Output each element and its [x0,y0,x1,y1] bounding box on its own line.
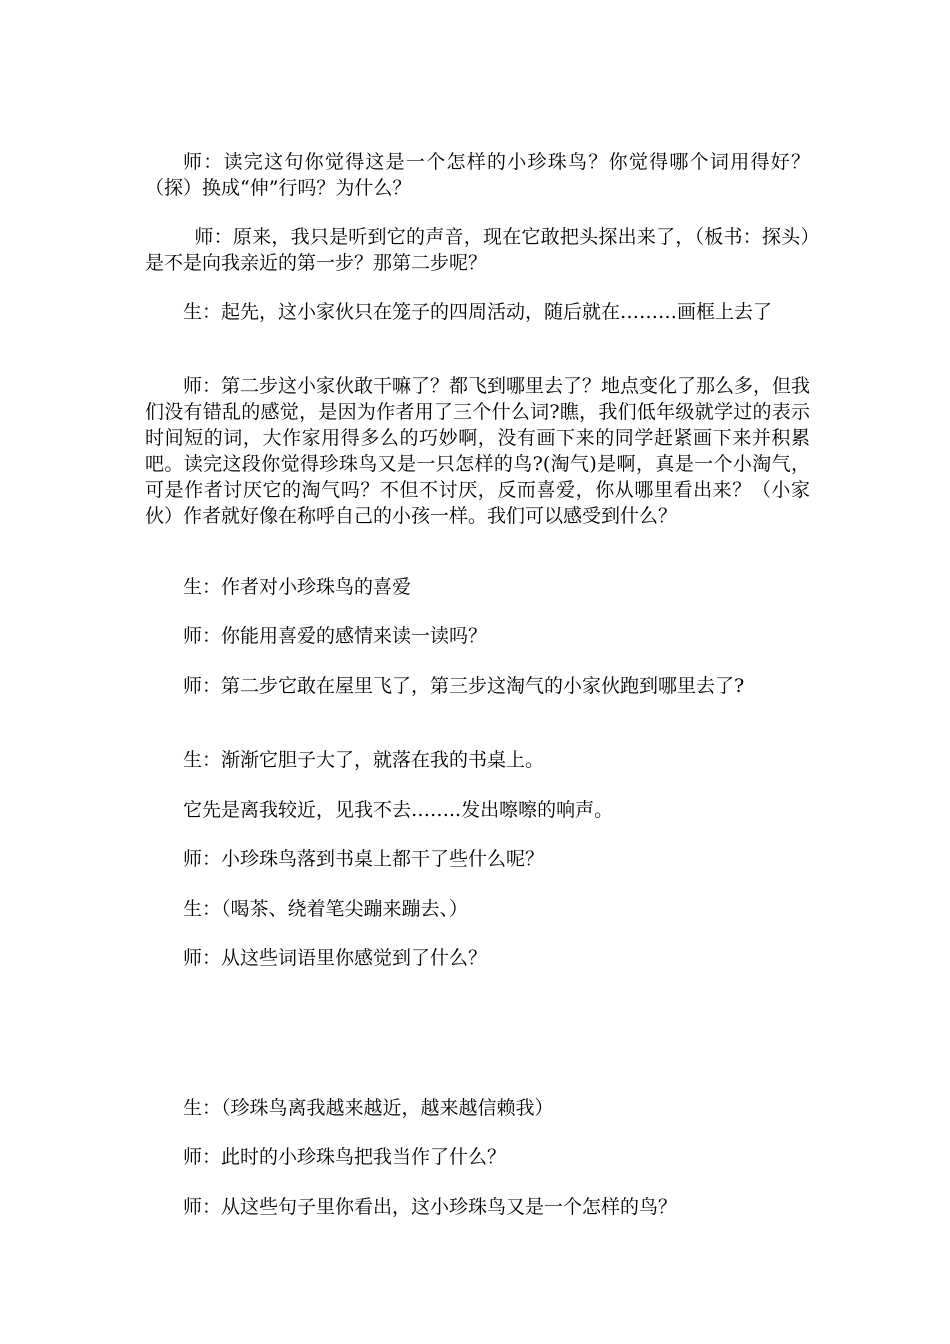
paragraph-3: 生：起先，这小家伙只在笼子的四周活动，随后就在………画框上去了 [183,301,773,323]
paragraph-14: 师：此时的小珍珠鸟把我当作了什么？ [183,1146,507,1168]
paragraph-6: 师：你能用喜爱的感情来读一读吗？ [183,625,488,647]
paragraph-15: 师：从这些句子里你看出，这小珍珠鸟又是一个怎样的鸟？ [183,1196,678,1218]
paragraph-2: 师：原来，我只是听到它的声音，现在它敢把头探出来了，（板书：探头）是不是向我亲近的第一步？那第二步呢？ [145,226,810,274]
paragraph-11: 生：（喝茶、绕着笔尖蹦来蹦去、） [183,898,469,920]
paragraph-12: 师：从这些词语里你感觉到了什么？ [183,947,488,969]
paragraph-10: 师：小珍珠鸟落到书桌上都干了些什么呢？ [183,848,545,870]
paragraph-1: 师：读完这句你觉得这是一个怎样的小珍珠鸟？你觉得哪个词用得好？（探）换成“伸”行吗？为什么？ [145,151,810,199]
paragraph-7: 师：第二步它敢在屋里飞了，第三步这淘气的小家伙跑到哪里去了? [183,675,745,697]
paragraph-5: 生：作者对小珍珠鸟的喜爱 [183,576,412,598]
paragraph-4: 师：第二步这小家伙敢干嘛了？都飞到哪里去了？地点变化了那么多，但我们没有错乱的感觉，是因为作者用了三个什么词?瞧，我们低年级就学过的表示时间短的词，大作家用得多么的巧妙啊，没有画下来的同学赶紧画下来并积累吧。读完这段你觉得珍珠鸟又是一只怎样的鸟?(淘气)是啊，真是一个小淘气，可是作者讨厌它的淘气吗？不但不讨厌，反而喜爱，你从哪里看出来？（小家伙）作者就好像在称呼自己的小孩一样。我们可以感受到什么？ [145,375,811,527]
paragraph-8: 生：渐渐它胆子大了，就落在我的书桌上。 [183,749,545,771]
paragraph-13: 生：（珍珠鸟离我越来越近，越来越信赖我） [183,1097,554,1119]
paragraph-9: 它先是离我较近，见我不去……..发出嚓嚓的响声。 [183,799,614,821]
